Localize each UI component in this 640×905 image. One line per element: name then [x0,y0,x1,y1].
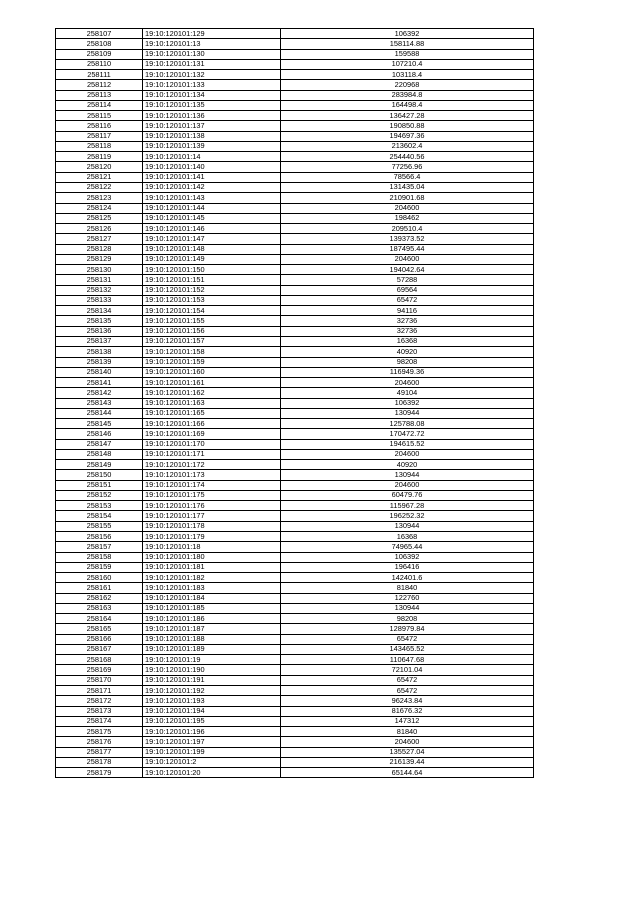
amount-cell: 69564 [281,285,534,295]
cadastral-number-cell: 19:10:120101:197 [143,737,281,747]
table-row [56,131,534,141]
row-id-cell: 258165 [56,624,143,634]
cadastral-number-cell: 19:10:120101:138 [143,131,281,141]
row-id-cell: 258107 [56,29,143,39]
cadastral-number-cell: 19:10:120101:134 [143,90,281,100]
cadastral-number-cell: 19:10:120101:130 [143,49,281,59]
row-id-cell: 258169 [56,665,143,675]
table-row [56,398,534,408]
data-table [55,28,534,778]
table-row [56,634,534,644]
cadastral-number-cell: 19:10:120101:182 [143,573,281,583]
cadastral-number-cell: 19:10:120101:157 [143,336,281,346]
cadastral-number-cell: 19:10:120101:154 [143,306,281,316]
amount-cell: 65472 [281,675,534,685]
table-row [56,49,534,59]
table-row [56,716,534,726]
amount-cell: 107210.4 [281,59,534,69]
table-row [56,511,534,521]
cadastral-number-cell: 19:10:120101:190 [143,665,281,675]
cadastral-number-cell: 19:10:120101:146 [143,224,281,234]
cadastral-number-cell: 19:10:120101:176 [143,501,281,511]
table-row [56,614,534,624]
row-id-cell: 258141 [56,378,143,388]
table-row [56,439,534,449]
cadastral-number-cell: 19:10:120101:153 [143,295,281,305]
cadastral-number-cell: 19:10:120101:192 [143,686,281,696]
table-row [56,675,534,685]
row-id-cell: 258163 [56,603,143,613]
table-row [56,213,534,223]
row-id-cell: 258145 [56,419,143,429]
cadastral-number-cell: 19:10:120101:155 [143,316,281,326]
cadastral-number-cell: 19:10:120101:150 [143,265,281,275]
table-row [56,490,534,500]
amount-cell: 194697.36 [281,131,534,141]
table-row [56,552,534,562]
row-id-cell: 258160 [56,573,143,583]
amount-cell: 125788.08 [281,419,534,429]
cadastral-number-cell: 19:10:120101:186 [143,614,281,624]
amount-cell: 210901.68 [281,193,534,203]
row-id-cell: 258112 [56,80,143,90]
amount-cell: 204600 [281,254,534,264]
table-row [56,90,534,100]
amount-cell: 159588 [281,49,534,59]
row-id-cell: 258139 [56,357,143,367]
cadastral-number-cell: 19:10:120101:179 [143,532,281,542]
amount-cell: 187495.44 [281,244,534,254]
cadastral-number-cell: 19:10:120101:14 [143,152,281,162]
cadastral-number-cell: 19:10:120101:140 [143,162,281,172]
cadastral-number-cell: 19:10:120101:129 [143,29,281,39]
cadastral-number-cell: 19:10:120101:137 [143,121,281,131]
row-id-cell: 258131 [56,275,143,285]
row-id-cell: 258159 [56,562,143,572]
table-row [56,193,534,203]
row-id-cell: 258118 [56,141,143,151]
row-id-cell: 258176 [56,737,143,747]
row-id-cell: 258133 [56,295,143,305]
table-row [56,378,534,388]
amount-cell: 254440.56 [281,152,534,162]
cadastral-number-cell: 19:10:120101:147 [143,234,281,244]
table-row [56,665,534,675]
cadastral-number-cell: 19:10:120101:160 [143,367,281,377]
amount-cell: 136427.28 [281,111,534,121]
cadastral-number-cell: 19:10:120101:181 [143,562,281,572]
amount-cell: 40920 [281,347,534,357]
cadastral-number-cell: 19:10:120101:162 [143,388,281,398]
amount-cell: 94116 [281,306,534,316]
row-id-cell: 258151 [56,480,143,490]
amount-cell: 106392 [281,398,534,408]
amount-cell: 220968 [281,80,534,90]
amount-cell: 135527.04 [281,747,534,757]
table-row [56,203,534,213]
amount-cell: 78566.4 [281,172,534,182]
table-row [56,59,534,69]
table-row [56,121,534,131]
cadastral-number-cell: 19:10:120101:136 [143,111,281,121]
amount-cell: 204600 [281,378,534,388]
row-id-cell: 258127 [56,234,143,244]
amount-cell: 190850.88 [281,121,534,131]
table-row [56,655,534,665]
amount-cell: 198462 [281,213,534,223]
table-row [56,295,534,305]
amount-cell: 60479.76 [281,490,534,500]
cadastral-number-cell: 19:10:120101:188 [143,634,281,644]
table-row [56,532,534,542]
amount-cell: 143465.52 [281,644,534,654]
cadastral-number-cell: 19:10:120101:2 [143,757,281,767]
cadastral-number-cell: 19:10:120101:148 [143,244,281,254]
amount-cell: 57288 [281,275,534,285]
row-id-cell: 258166 [56,634,143,644]
cadastral-number-cell: 19:10:120101:185 [143,603,281,613]
amount-cell: 213602.4 [281,141,534,151]
cadastral-number-cell: 19:10:120101:142 [143,182,281,192]
cadastral-number-cell: 19:10:120101:143 [143,193,281,203]
row-id-cell: 258168 [56,655,143,665]
amount-cell: 204600 [281,449,534,459]
row-id-cell: 258149 [56,460,143,470]
amount-cell: 65472 [281,295,534,305]
cadastral-number-cell: 19:10:120101:149 [143,254,281,264]
row-id-cell: 258108 [56,39,143,49]
row-id-cell: 258110 [56,59,143,69]
cadastral-number-cell: 19:10:120101:196 [143,727,281,737]
table-row [56,737,534,747]
amount-cell: 40920 [281,460,534,470]
table-row [56,152,534,162]
row-id-cell: 258150 [56,470,143,480]
cadastral-number-cell: 19:10:120101:199 [143,747,281,757]
row-id-cell: 258111 [56,70,143,80]
row-id-cell: 258113 [56,90,143,100]
amount-cell: 81676.32 [281,706,534,716]
table-row [56,686,534,696]
row-id-cell: 258109 [56,49,143,59]
row-id-cell: 258146 [56,429,143,439]
amount-cell: 196252.32 [281,511,534,521]
row-id-cell: 258171 [56,686,143,696]
table-row [56,182,534,192]
table-body [56,29,534,778]
cadastral-number-cell: 19:10:120101:141 [143,172,281,182]
table-row [56,696,534,706]
row-id-cell: 258177 [56,747,143,757]
amount-cell: 147312 [281,716,534,726]
amount-cell: 130944 [281,408,534,418]
table-row [56,367,534,377]
amount-cell: 128979.84 [281,624,534,634]
table-row [56,624,534,634]
table-row [56,768,534,778]
amount-cell: 16368 [281,336,534,346]
table-row [56,224,534,234]
amount-cell: 130944 [281,521,534,531]
row-id-cell: 258154 [56,511,143,521]
row-id-cell: 258137 [56,336,143,346]
row-id-cell: 258153 [56,501,143,511]
cadastral-number-cell: 19:10:120101:13 [143,39,281,49]
amount-cell: 139373.52 [281,234,534,244]
amount-cell: 216139.44 [281,757,534,767]
amount-cell: 204600 [281,203,534,213]
row-id-cell: 258123 [56,193,143,203]
amount-cell: 81840 [281,583,534,593]
amount-cell: 164498.4 [281,100,534,110]
row-id-cell: 258161 [56,583,143,593]
cadastral-number-cell: 19:10:120101:178 [143,521,281,531]
row-id-cell: 258128 [56,244,143,254]
cadastral-number-cell: 19:10:120101:166 [143,419,281,429]
cadastral-number-cell: 19:10:120101:152 [143,285,281,295]
row-id-cell: 258120 [56,162,143,172]
table-row [56,70,534,80]
amount-cell: 106392 [281,552,534,562]
cadastral-number-cell: 19:10:120101:184 [143,593,281,603]
cadastral-number-cell: 19:10:120101:159 [143,357,281,367]
table-row [56,757,534,767]
cadastral-number-cell: 19:10:120101:133 [143,80,281,90]
row-id-cell: 258148 [56,449,143,459]
table-row [56,29,534,39]
amount-cell: 196416 [281,562,534,572]
cadastral-number-cell: 19:10:120101:131 [143,59,281,69]
table-row [56,326,534,336]
table-row [56,644,534,654]
amount-cell: 32736 [281,326,534,336]
cadastral-number-cell: 19:10:120101:189 [143,644,281,654]
table-row [56,306,534,316]
row-id-cell: 258162 [56,593,143,603]
row-id-cell: 258156 [56,532,143,542]
row-id-cell: 258147 [56,439,143,449]
amount-cell: 122760 [281,593,534,603]
table-row [56,39,534,49]
table-row [56,357,534,367]
table-row [56,583,534,593]
amount-cell: 49104 [281,388,534,398]
amount-cell: 194615.52 [281,439,534,449]
table-row [56,285,534,295]
row-id-cell: 258167 [56,644,143,654]
row-id-cell: 258138 [56,347,143,357]
table-row [56,429,534,439]
cadastral-number-cell: 19:10:120101:193 [143,696,281,706]
table-row [56,172,534,182]
amount-cell: 209510.4 [281,224,534,234]
cadastral-number-cell: 19:10:120101:20 [143,768,281,778]
table-row [56,234,534,244]
amount-cell: 158114.88 [281,39,534,49]
table-row [56,100,534,110]
cadastral-number-cell: 19:10:120101:151 [143,275,281,285]
table-row [56,727,534,737]
cadastral-number-cell: 19:10:120101:18 [143,542,281,552]
amount-cell: 142401.6 [281,573,534,583]
amount-cell: 130944 [281,470,534,480]
row-id-cell: 258121 [56,172,143,182]
cadastral-number-cell: 19:10:120101:135 [143,100,281,110]
table-row [56,80,534,90]
row-id-cell: 258136 [56,326,143,336]
row-id-cell: 258179 [56,768,143,778]
row-id-cell: 258152 [56,490,143,500]
row-id-cell: 258115 [56,111,143,121]
row-id-cell: 258178 [56,757,143,767]
row-id-cell: 258140 [56,367,143,377]
table-row [56,470,534,480]
row-id-cell: 258129 [56,254,143,264]
amount-cell: 81840 [281,727,534,737]
amount-cell: 103118.4 [281,70,534,80]
table-row [56,501,534,511]
cadastral-number-cell: 19:10:120101:144 [143,203,281,213]
cadastral-number-cell: 19:10:120101:180 [143,552,281,562]
row-id-cell: 258174 [56,716,143,726]
amount-cell: 77256.96 [281,162,534,172]
cadastral-number-cell: 19:10:120101:171 [143,449,281,459]
amount-cell: 204600 [281,480,534,490]
table-row [56,521,534,531]
table-row [56,347,534,357]
row-id-cell: 258135 [56,316,143,326]
amount-cell: 115967.28 [281,501,534,511]
cadastral-number-cell: 19:10:120101:156 [143,326,281,336]
cadastral-number-cell: 19:10:120101:174 [143,480,281,490]
amount-cell: 131435.04 [281,182,534,192]
table-row [56,603,534,613]
amount-cell: 194042.64 [281,265,534,275]
amount-cell: 65472 [281,634,534,644]
cadastral-number-cell: 19:10:120101:191 [143,675,281,685]
cadastral-number-cell: 19:10:120101:169 [143,429,281,439]
row-id-cell: 258175 [56,727,143,737]
row-id-cell: 258173 [56,706,143,716]
amount-cell: 72101.04 [281,665,534,675]
amount-cell: 96243.84 [281,696,534,706]
cadastral-number-cell: 19:10:120101:173 [143,470,281,480]
row-id-cell: 258125 [56,213,143,223]
row-id-cell: 258114 [56,100,143,110]
table-row [56,706,534,716]
row-id-cell: 258155 [56,521,143,531]
row-id-cell: 258117 [56,131,143,141]
row-id-cell: 258164 [56,614,143,624]
cadastral-number-cell: 19:10:120101:177 [143,511,281,521]
row-id-cell: 258130 [56,265,143,275]
row-id-cell: 258126 [56,224,143,234]
cadastral-number-cell: 19:10:120101:163 [143,398,281,408]
row-id-cell: 258170 [56,675,143,685]
row-id-cell: 258132 [56,285,143,295]
cadastral-number-cell: 19:10:120101:187 [143,624,281,634]
cadastral-number-cell: 19:10:120101:172 [143,460,281,470]
table-row [56,593,534,603]
amount-cell: 283984.8 [281,90,534,100]
table-row [56,111,534,121]
cadastral-number-cell: 19:10:120101:145 [143,213,281,223]
row-id-cell: 258144 [56,408,143,418]
row-id-cell: 258116 [56,121,143,131]
row-id-cell: 258157 [56,542,143,552]
amount-cell: 16368 [281,532,534,542]
cadastral-number-cell: 19:10:120101:170 [143,439,281,449]
cadastral-number-cell: 19:10:120101:195 [143,716,281,726]
row-id-cell: 258119 [56,152,143,162]
cadastral-number-cell: 19:10:120101:139 [143,141,281,151]
table-row [56,275,534,285]
table-row [56,162,534,172]
table-row [56,336,534,346]
cadastral-number-cell: 19:10:120101:158 [143,347,281,357]
amount-cell: 74965.44 [281,542,534,552]
table-row [56,449,534,459]
row-id-cell: 258158 [56,552,143,562]
table-row [56,265,534,275]
row-id-cell: 258172 [56,696,143,706]
cadastral-number-cell: 19:10:120101:175 [143,490,281,500]
table-row [56,562,534,572]
cadastral-number-cell: 19:10:120101:183 [143,583,281,593]
row-id-cell: 258142 [56,388,143,398]
amount-cell: 98208 [281,614,534,624]
table-row [56,460,534,470]
table-row [56,419,534,429]
amount-cell: 116949.36 [281,367,534,377]
row-id-cell: 258122 [56,182,143,192]
table-row [56,573,534,583]
table-row [56,388,534,398]
cadastral-number-cell: 19:10:120101:165 [143,408,281,418]
amount-cell: 204600 [281,737,534,747]
cadastral-number-cell: 19:10:120101:194 [143,706,281,716]
cadastral-number-cell: 19:10:120101:132 [143,70,281,80]
amount-cell: 65144.64 [281,768,534,778]
row-id-cell: 258143 [56,398,143,408]
amount-cell: 98208 [281,357,534,367]
table-row [56,244,534,254]
table-row [56,542,534,552]
cadastral-number-cell: 19:10:120101:19 [143,655,281,665]
amount-cell: 65472 [281,686,534,696]
table-row [56,747,534,757]
table-row [56,141,534,151]
amount-cell: 110647.68 [281,655,534,665]
table-row [56,254,534,264]
cadastral-number-cell: 19:10:120101:161 [143,378,281,388]
table-row [56,480,534,490]
amount-cell: 130944 [281,603,534,613]
amount-cell: 32736 [281,316,534,326]
row-id-cell: 258124 [56,203,143,213]
row-id-cell: 258134 [56,306,143,316]
table-row [56,316,534,326]
table-row [56,408,534,418]
amount-cell: 106392 [281,29,534,39]
amount-cell: 170472.72 [281,429,534,439]
